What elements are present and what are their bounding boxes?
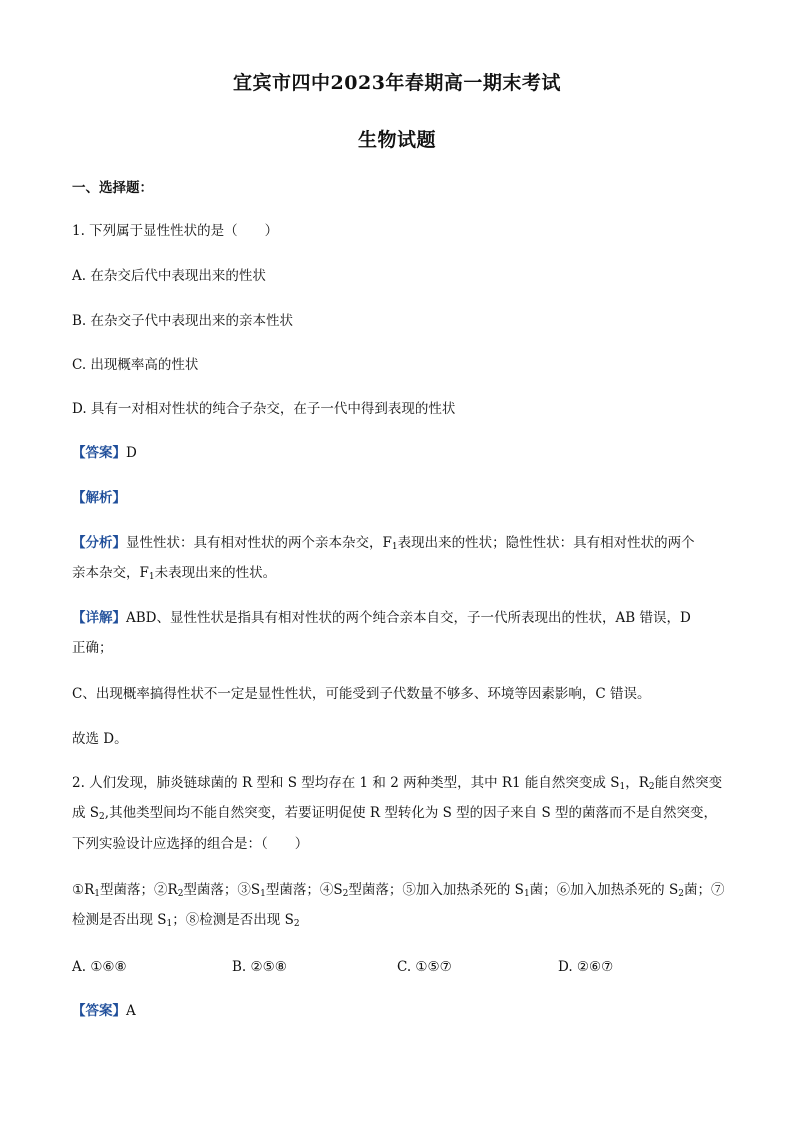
subscript: 2 <box>678 889 684 899</box>
subscript: 2 <box>342 889 349 899</box>
answer-tag: 【答案】 <box>72 445 126 461</box>
subscript: 1 <box>148 572 155 582</box>
q2-option-c: C. ①⑤⑦ <box>397 959 452 975</box>
stem-text: ，R <box>625 775 649 791</box>
q2-items-line-2 <box>72 910 300 934</box>
q1-detail-c: C、出现概率搞得性状不一定是显性性状，可能受到子代数量不够多、环境等因素影响，C 错误。 <box>72 686 651 702</box>
item-text: 型菌落；④S <box>265 882 343 898</box>
q1-option-d: D. 具有一对相对性状的纯合子杂交，在子一代中得到表现的性状 <box>72 401 456 417</box>
subscript: 2 <box>177 889 184 899</box>
subscript: 1 <box>166 919 173 929</box>
subscript: 2 <box>648 782 655 792</box>
fenxi-text: 未表现出来的性状。 <box>154 565 277 581</box>
q2-answer <box>72 1001 136 1021</box>
fenxi-text: 表现出来的性状；隐性性状：具有相对性状的两个 <box>397 535 695 551</box>
exam-subtitle: 生物试题 <box>357 129 436 151</box>
q2-option-a: A. ①⑥⑧ <box>72 959 127 975</box>
q1-stem: 1. 下列属于显性性状的是（ ） <box>72 223 279 239</box>
detail-tag: 【详解】 <box>72 610 126 626</box>
q1-detail-line-2: 正确； <box>72 640 113 656</box>
item-text: ①R <box>72 882 95 898</box>
q2-stem-line-1 <box>72 773 722 797</box>
q1-analysis-heading <box>72 488 126 508</box>
subscript: 1 <box>94 889 101 899</box>
stem-text: 2. 人们发现，肺炎链球菌的 R 型和 S 型均存在 1 和 2 两种类型，其中 R1 能自然突变成 S <box>72 775 620 791</box>
subscript: 2 <box>99 812 105 822</box>
q1-detail-line-1 <box>72 608 691 628</box>
item-text: 型菌落；⑤加入加热杀死的 S <box>348 882 524 898</box>
item-text: ；⑧检测是否出现 S <box>172 912 294 928</box>
answer-tag: 【答案】 <box>72 1003 126 1019</box>
q1-answer <box>72 443 137 463</box>
subscript: 1 <box>260 889 266 899</box>
answer-value: D <box>126 445 137 461</box>
subscript: 2 <box>293 919 300 929</box>
q1-option-a: A. 在杂交后代中表现出来的性状 <box>72 268 266 284</box>
subscript: 1 <box>523 889 530 899</box>
item-text: 型菌落；②R <box>100 882 178 898</box>
q2-option-b: B. ②⑤⑧ <box>232 959 287 975</box>
fenxi-tag: 【分析】 <box>72 535 126 551</box>
q1-option-b: B. 在杂交子代中表现出来的亲本性状 <box>72 313 294 329</box>
q1-conclusion: 故选 D。 <box>72 731 128 747</box>
item-text: 型菌落；③S <box>183 882 261 898</box>
stem-text: ,其他类型间均不能自然突变，若要证明促使 R 型转化为 S 型的因子来自 S 型的菌落而不是自然突变， <box>104 805 717 821</box>
item-text: 菌；⑥加入加热杀死的 S <box>529 882 679 898</box>
fenxi-text: 亲本杂交，F <box>72 565 149 581</box>
item-text: 检测是否出现 S <box>72 912 167 928</box>
section-heading: 一、选择题： <box>72 180 153 196</box>
q1-fenxi-line-1 <box>72 533 695 557</box>
analysis-tag: 【解析】 <box>72 490 126 506</box>
q1-fenxi-line-2 <box>72 563 276 587</box>
fenxi-text: 显性性状：具有相对性状的两个亲本杂交，F <box>126 535 392 551</box>
q2-option-d: D. ②⑥⑦ <box>558 959 614 975</box>
q2-options-row <box>72 957 732 977</box>
detail-text: ABD、显性性状是指具有相对性状的两个纯合亲本自交，子一代所表现出的性状，AB 错误，D <box>126 610 691 626</box>
subscript: 1 <box>619 782 626 792</box>
stem-text: 能自然突变 <box>654 775 723 791</box>
answer-value: A <box>126 1003 136 1019</box>
q2-stem-line-3: 下列实验设计应选择的组合是：（ ） <box>72 836 309 852</box>
q2-stem-line-2 <box>72 803 717 827</box>
stem-text: 成 S <box>72 805 100 821</box>
exam-title: 宜宾市四中2023年春期高一期末考试 <box>233 72 561 94</box>
q2-items-line-1 <box>72 880 724 904</box>
item-text: 菌；⑦ <box>683 882 725 898</box>
q1-option-c: C. 出现概率高的性状 <box>72 357 199 373</box>
subscript: 1 <box>391 542 398 552</box>
